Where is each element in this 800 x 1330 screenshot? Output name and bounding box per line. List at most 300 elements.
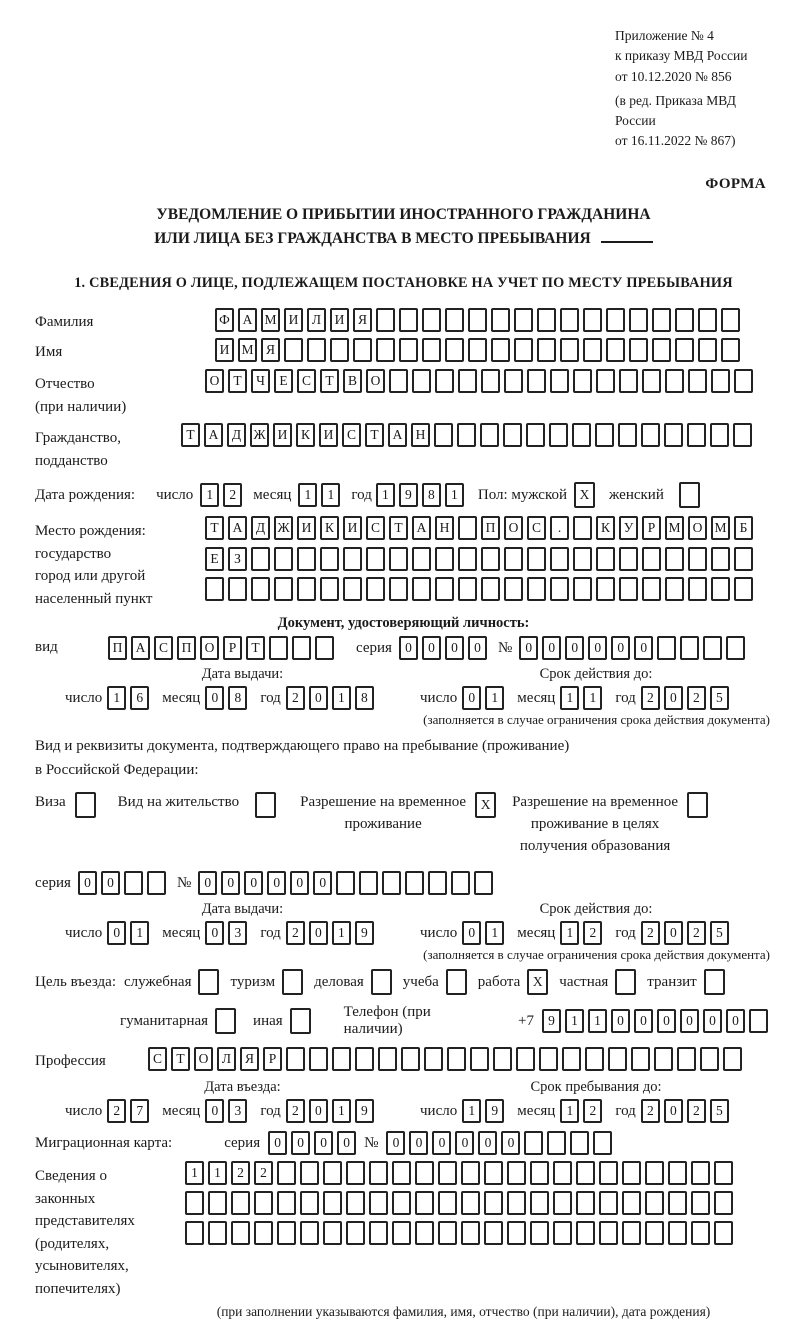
char-cell[interactable]: Ч [251,369,270,393]
char-cell[interactable] [723,1047,742,1071]
char-cell[interactable] [343,577,362,601]
char-cell[interactable] [458,547,477,571]
char-cell[interactable] [654,1047,673,1071]
char-cell[interactable]: 8 [422,483,441,507]
char-cell[interactable] [618,423,637,447]
char-cell[interactable] [428,871,447,895]
char-cell[interactable] [668,1221,687,1245]
char-cell[interactable]: 2 [687,686,706,710]
char-cell[interactable] [530,1191,549,1215]
char-cell[interactable]: 2 [687,1099,706,1123]
char-cell[interactable] [698,308,717,332]
char-cell[interactable] [461,1161,480,1185]
char-cell[interactable]: У [619,516,638,540]
char-cell[interactable] [524,1131,543,1155]
sex-female-checkbox-cell[interactable] [679,482,700,508]
char-cell[interactable] [599,1221,618,1245]
char-cell[interactable] [445,338,464,362]
char-cell[interactable] [254,1191,273,1215]
char-cell[interactable] [369,1191,388,1215]
char-cell[interactable]: 2 [286,686,305,710]
char-cell[interactable]: Т [205,516,224,540]
char-cell[interactable] [254,1221,273,1245]
char-cell[interactable]: 1 [208,1161,227,1185]
char-cell[interactable]: 2 [231,1161,250,1185]
char-cell[interactable]: Л [307,308,326,332]
char-cell[interactable]: 0 [313,871,332,895]
char-cell[interactable]: 0 [101,871,120,895]
char-cell[interactable] [675,338,694,362]
char-cell[interactable]: 0 [478,1131,497,1155]
char-cell[interactable]: И [319,423,338,447]
char-cell[interactable] [284,338,303,362]
char-cell[interactable] [703,636,722,660]
char-cell[interactable] [691,1191,710,1215]
char-cell[interactable] [481,547,500,571]
char-cell[interactable] [424,1047,443,1071]
char-cell[interactable] [315,636,334,660]
char-cell[interactable] [346,1191,365,1215]
char-cell[interactable] [599,1161,618,1185]
char-cell[interactable] [382,871,401,895]
char-cell[interactable] [642,547,661,571]
char-cell[interactable]: 0 [657,1009,676,1033]
char-cell[interactable]: 1 [565,1009,584,1033]
char-cell[interactable]: И [273,423,292,447]
char-cell[interactable]: Ф [215,308,234,332]
char-cell[interactable]: 2 [286,1099,305,1123]
char-cell[interactable] [412,547,431,571]
char-cell[interactable] [645,1191,664,1215]
char-cell[interactable] [231,1221,250,1245]
char-cell[interactable] [514,338,533,362]
char-cell[interactable]: С [342,423,361,447]
char-cell[interactable] [657,636,676,660]
char-cell[interactable]: 2 [223,483,242,507]
char-cell[interactable] [504,547,523,571]
sex-male-checkbox-cell[interactable]: X [574,482,595,508]
char-cell[interactable]: 1 [583,686,602,710]
char-cell[interactable] [369,1161,388,1185]
char-cell[interactable]: 0 [611,636,630,660]
char-cell[interactable]: 5 [710,686,729,710]
char-cell[interactable] [297,547,316,571]
char-cell[interactable] [320,547,339,571]
char-cell[interactable]: 1 [332,921,351,945]
char-cell[interactable] [434,423,453,447]
char-cell[interactable] [474,871,493,895]
char-cell[interactable] [714,1221,733,1245]
char-cell[interactable] [457,423,476,447]
char-cell[interactable] [399,308,418,332]
char-cell[interactable]: 2 [254,1161,273,1185]
char-cell[interactable]: О [366,369,385,393]
char-cell[interactable] [619,577,638,601]
char-cell[interactable] [677,1047,696,1071]
char-cell[interactable]: Т [181,423,200,447]
char-cell[interactable]: 2 [641,686,660,710]
char-cell[interactable] [530,1221,549,1245]
char-cell[interactable]: 0 [409,1131,428,1155]
char-cell[interactable] [438,1191,457,1215]
purpose-other-cell[interactable] [290,1008,311,1034]
char-cell[interactable] [527,547,546,571]
char-cell[interactable] [355,1047,374,1071]
char-cell[interactable] [503,423,522,447]
char-cell[interactable] [629,308,648,332]
char-cell[interactable] [330,338,349,362]
char-cell[interactable] [721,338,740,362]
char-cell[interactable] [336,871,355,895]
char-cell[interactable] [438,1161,457,1185]
char-cell[interactable] [645,1161,664,1185]
char-cell[interactable]: 0 [422,636,441,660]
char-cell[interactable] [516,1047,535,1071]
char-cell[interactable] [277,1221,296,1245]
char-cell[interactable]: 0 [664,686,683,710]
char-cell[interactable]: 0 [267,871,286,895]
char-cell[interactable] [300,1161,319,1185]
char-cell[interactable] [412,577,431,601]
char-cell[interactable] [461,1221,480,1245]
purpose-study-cell[interactable] [446,969,467,995]
char-cell[interactable] [550,577,569,601]
char-cell[interactable] [359,871,378,895]
char-cell[interactable] [231,1191,250,1215]
char-cell[interactable] [553,1191,572,1215]
char-cell[interactable]: Б [734,516,753,540]
char-cell[interactable]: К [320,516,339,540]
char-cell[interactable]: 1 [376,483,395,507]
char-cell[interactable] [583,308,602,332]
char-cell[interactable]: А [238,308,257,332]
char-cell[interactable]: М [238,338,257,362]
char-cell[interactable]: С [527,516,546,540]
char-cell[interactable]: С [148,1047,167,1071]
char-cell[interactable]: 1 [560,921,579,945]
char-cell[interactable] [484,1191,503,1215]
char-cell[interactable]: Д [251,516,270,540]
char-cell[interactable] [553,1221,572,1245]
char-cell[interactable]: Т [228,369,247,393]
char-cell[interactable]: 1 [130,921,149,945]
char-cell[interactable] [274,577,293,601]
char-cell[interactable]: Ж [250,423,269,447]
char-cell[interactable]: 2 [641,1099,660,1123]
char-cell[interactable]: П [481,516,500,540]
char-cell[interactable] [323,1191,342,1215]
char-cell[interactable] [688,547,707,571]
char-cell[interactable] [415,1191,434,1215]
char-cell[interactable] [550,369,569,393]
char-cell[interactable] [392,1191,411,1215]
char-cell[interactable]: С [297,369,316,393]
char-cell[interactable] [353,338,372,362]
char-cell[interactable] [749,1009,768,1033]
char-cell[interactable]: 6 [130,686,149,710]
char-cell[interactable]: Я [261,338,280,362]
char-cell[interactable] [595,423,614,447]
char-cell[interactable]: О [504,516,523,540]
char-cell[interactable]: 0 [680,1009,699,1033]
char-cell[interactable]: 0 [198,871,217,895]
char-cell[interactable] [599,1191,618,1215]
char-cell[interactable] [392,1161,411,1185]
char-cell[interactable]: 1 [107,686,126,710]
char-cell[interactable]: 0 [244,871,263,895]
char-cell[interactable] [451,871,470,895]
char-cell[interactable]: 8 [228,686,247,710]
char-cell[interactable]: Т [320,369,339,393]
char-cell[interactable] [629,338,648,362]
char-cell[interactable]: 1 [588,1009,607,1033]
char-cell[interactable] [458,369,477,393]
char-cell[interactable]: 0 [634,636,653,660]
char-cell[interactable]: П [108,636,127,660]
char-cell[interactable] [447,1047,466,1071]
char-cell[interactable] [185,1191,204,1215]
char-cell[interactable]: Р [642,516,661,540]
char-cell[interactable] [641,423,660,447]
char-cell[interactable]: 0 [542,636,561,660]
char-cell[interactable] [560,338,579,362]
char-cell[interactable]: 7 [130,1099,149,1123]
char-cell[interactable] [422,338,441,362]
char-cell[interactable]: 5 [710,921,729,945]
char-cell[interactable] [645,1221,664,1245]
char-cell[interactable]: 0 [399,636,418,660]
char-cell[interactable] [484,1161,503,1185]
char-cell[interactable] [596,547,615,571]
char-cell[interactable] [526,423,545,447]
char-cell[interactable] [608,1047,627,1071]
char-cell[interactable] [376,308,395,332]
char-cell[interactable] [147,871,166,895]
char-cell[interactable] [309,1047,328,1071]
char-cell[interactable] [711,577,730,601]
char-cell[interactable] [251,547,270,571]
char-cell[interactable]: 3 [228,1099,247,1123]
char-cell[interactable] [585,1047,604,1071]
char-cell[interactable] [332,1047,351,1071]
char-cell[interactable] [734,369,753,393]
char-cell[interactable]: А [131,636,150,660]
char-cell[interactable] [458,516,477,540]
char-cell[interactable] [560,308,579,332]
char-cell[interactable] [576,1191,595,1215]
char-cell[interactable]: 2 [687,921,706,945]
char-cell[interactable]: А [412,516,431,540]
char-cell[interactable]: Т [246,636,265,660]
char-cell[interactable] [664,423,683,447]
char-cell[interactable] [711,369,730,393]
char-cell[interactable] [665,577,684,601]
char-cell[interactable]: 0 [468,636,487,660]
char-cell[interactable] [376,338,395,362]
char-cell[interactable] [691,1221,710,1245]
char-cell[interactable] [208,1221,227,1245]
char-cell[interactable] [445,308,464,332]
char-cell[interactable] [343,547,362,571]
char-cell[interactable] [573,547,592,571]
char-cell[interactable] [399,338,418,362]
char-cell[interactable]: Л [217,1047,236,1071]
char-cell[interactable]: 0 [726,1009,745,1033]
char-cell[interactable]: М [261,308,280,332]
char-cell[interactable]: 9 [485,1099,504,1123]
char-cell[interactable]: И [343,516,362,540]
char-cell[interactable]: 0 [664,921,683,945]
purpose-transit-cell[interactable] [704,969,725,995]
char-cell[interactable] [389,577,408,601]
char-cell[interactable]: Т [171,1047,190,1071]
char-cell[interactable]: А [388,423,407,447]
char-cell[interactable]: И [215,338,234,362]
char-cell[interactable] [124,871,143,895]
char-cell[interactable]: 0 [634,1009,653,1033]
char-cell[interactable]: . [550,516,569,540]
char-cell[interactable] [415,1161,434,1185]
char-cell[interactable]: 2 [286,921,305,945]
char-cell[interactable] [277,1161,296,1185]
char-cell[interactable] [507,1191,526,1215]
char-cell[interactable] [711,547,730,571]
char-cell[interactable]: 0 [314,1131,333,1155]
char-cell[interactable]: А [204,423,223,447]
char-cell[interactable] [435,577,454,601]
char-cell[interactable] [572,423,591,447]
char-cell[interactable]: О [194,1047,213,1071]
char-cell[interactable] [468,338,487,362]
char-cell[interactable]: З [228,547,247,571]
char-cell[interactable] [274,547,293,571]
char-cell[interactable] [734,547,753,571]
char-cell[interactable] [504,369,523,393]
char-cell[interactable] [480,423,499,447]
char-cell[interactable]: 0 [290,871,309,895]
char-cell[interactable] [726,636,745,660]
char-cell[interactable]: Н [411,423,430,447]
char-cell[interactable] [208,1191,227,1215]
char-cell[interactable] [688,577,707,601]
char-cell[interactable] [323,1161,342,1185]
char-cell[interactable] [688,369,707,393]
char-cell[interactable] [481,577,500,601]
char-cell[interactable]: 0 [205,686,224,710]
char-cell[interactable] [392,1221,411,1245]
char-cell[interactable]: 2 [107,1099,126,1123]
char-cell[interactable] [537,308,556,332]
char-cell[interactable] [606,308,625,332]
char-cell[interactable]: 8 [355,686,374,710]
char-cell[interactable]: Я [240,1047,259,1071]
char-cell[interactable]: 2 [641,921,660,945]
char-cell[interactable] [573,516,592,540]
char-cell[interactable] [320,577,339,601]
char-cell[interactable] [369,1221,388,1245]
char-cell[interactable]: Т [365,423,384,447]
char-cell[interactable] [378,1047,397,1071]
char-cell[interactable]: 1 [332,1099,351,1123]
char-cell[interactable] [619,547,638,571]
char-cell[interactable]: 9 [355,921,374,945]
char-cell[interactable]: 0 [268,1131,287,1155]
char-cell[interactable]: 0 [78,871,97,895]
char-cell[interactable]: 9 [399,483,418,507]
char-cell[interactable]: 1 [200,483,219,507]
char-cell[interactable]: 0 [386,1131,405,1155]
char-cell[interactable]: 0 [291,1131,310,1155]
char-cell[interactable] [346,1221,365,1245]
char-cell[interactable] [593,1131,612,1155]
char-cell[interactable] [583,338,602,362]
char-cell[interactable] [185,1221,204,1245]
char-cell[interactable] [366,577,385,601]
char-cell[interactable]: Д [227,423,246,447]
char-cell[interactable]: 2 [583,921,602,945]
char-cell[interactable]: 0 [455,1131,474,1155]
char-cell[interactable] [346,1161,365,1185]
char-cell[interactable] [481,369,500,393]
char-cell[interactable]: 5 [710,1099,729,1123]
char-cell[interactable]: 0 [703,1009,722,1033]
char-cell[interactable] [675,308,694,332]
char-cell[interactable] [576,1221,595,1245]
char-cell[interactable]: Р [223,636,242,660]
char-cell[interactable] [527,577,546,601]
purpose-humanitarian-cell[interactable] [215,1008,236,1034]
purpose-official-cell[interactable] [198,969,219,995]
visa-checkbox-cell[interactable] [75,792,96,818]
char-cell[interactable] [286,1047,305,1071]
char-cell[interactable]: Е [274,369,293,393]
char-cell[interactable] [530,1161,549,1185]
char-cell[interactable] [366,547,385,571]
char-cell[interactable] [642,369,661,393]
char-cell[interactable]: 1 [185,1161,204,1185]
char-cell[interactable]: 0 [565,636,584,660]
char-cell[interactable] [251,577,270,601]
char-cell[interactable]: Я [353,308,372,332]
char-cell[interactable] [573,369,592,393]
char-cell[interactable]: 1 [560,686,579,710]
char-cell[interactable]: 0 [445,636,464,660]
char-cell[interactable] [668,1161,687,1185]
char-cell[interactable] [228,577,247,601]
char-cell[interactable]: С [366,516,385,540]
char-cell[interactable]: О [688,516,707,540]
char-cell[interactable] [619,369,638,393]
char-cell[interactable]: 1 [462,1099,481,1123]
char-cell[interactable]: 1 [560,1099,579,1123]
char-cell[interactable] [687,423,706,447]
char-cell[interactable] [562,1047,581,1071]
char-cell[interactable]: 0 [611,1009,630,1033]
char-cell[interactable] [665,369,684,393]
char-cell[interactable] [277,1191,296,1215]
char-cell[interactable] [412,369,431,393]
char-cell[interactable] [435,369,454,393]
char-cell[interactable]: 1 [298,483,317,507]
char-cell[interactable] [553,1161,572,1185]
char-cell[interactable] [714,1191,733,1215]
char-cell[interactable] [691,1161,710,1185]
char-cell[interactable] [461,1191,480,1215]
char-cell[interactable]: 1 [321,483,340,507]
char-cell[interactable] [438,1221,457,1245]
char-cell[interactable]: 0 [432,1131,451,1155]
residence-permit-checkbox-cell[interactable] [255,792,276,818]
